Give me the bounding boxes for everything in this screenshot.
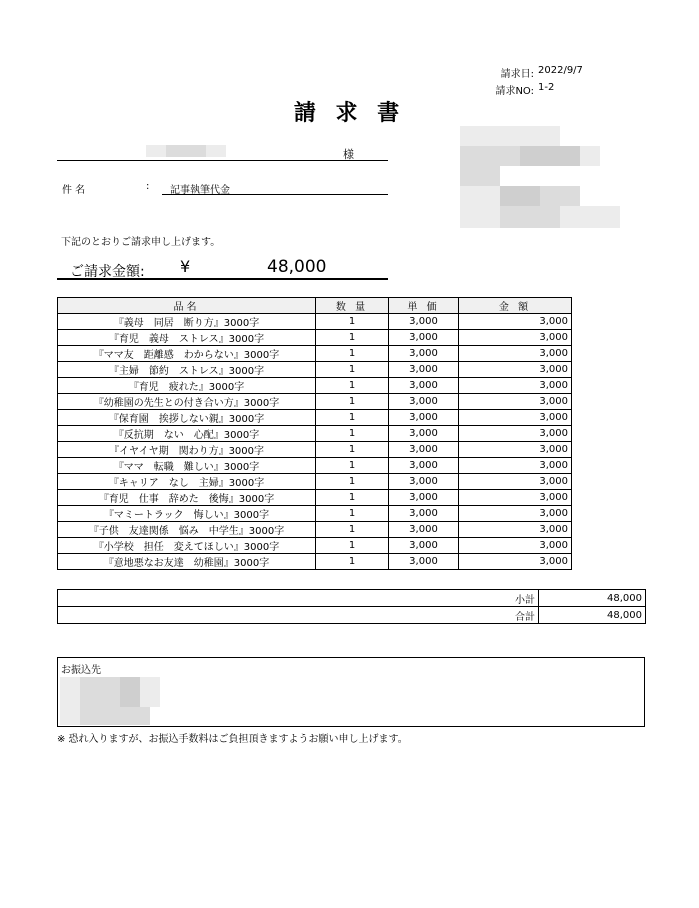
- table-header-row: [58, 298, 572, 314]
- header-quantity: 数 量: [316, 298, 389, 314]
- item-quantity: 1: [316, 330, 389, 346]
- item-name: 『育児 義母 ストレス』3000字: [58, 330, 316, 346]
- table-row: [58, 538, 572, 554]
- item-unit-price: 3,000: [389, 538, 459, 554]
- item-name: 『意地悪なお友達 幼稚園』3000字: [58, 554, 316, 570]
- item-unit-price: 3,000: [389, 330, 459, 346]
- table-row: [58, 474, 572, 490]
- item-unit-price: 3,000: [389, 474, 459, 490]
- table-row: [58, 522, 572, 538]
- item-unit-price: 3,000: [389, 362, 459, 378]
- item-quantity: 1: [316, 554, 389, 570]
- item-amount: 3,000: [459, 538, 572, 554]
- item-unit-price: 3,000: [389, 394, 459, 410]
- invoice-date-value: 2022/9/7: [538, 65, 583, 76]
- item-quantity: 1: [316, 522, 389, 538]
- item-name: 『反抗期 ない 心配』3000字: [58, 426, 316, 442]
- document-title: 請 求 書: [293, 101, 406, 126]
- item-amount: 3,000: [459, 506, 572, 522]
- item-name: 『イヤイヤ期 関わり方』3000字: [58, 442, 316, 458]
- item-amount: 3,000: [459, 394, 572, 410]
- item-amount: 3,000: [459, 378, 572, 394]
- item-amount: 3,000: [459, 554, 572, 570]
- table-row: [58, 442, 572, 458]
- amount-underline: [57, 278, 388, 280]
- table-row: [58, 362, 572, 378]
- footnote-text: ※ 恐れ入りますが、お振込手数料はご負担頂きますようお願い申し上げます。: [57, 734, 408, 745]
- item-name: 『ママ友 距離感 わからない』3000字: [58, 346, 316, 362]
- item-name: 『主婦 節約 ストレス』3000字: [58, 362, 316, 378]
- table-row: [58, 554, 572, 570]
- item-amount: 3,000: [459, 474, 572, 490]
- table-row: [58, 410, 572, 426]
- item-unit-price: 3,000: [389, 426, 459, 442]
- intro-text: 下記のとおりご請求申し上げます。: [61, 237, 221, 248]
- item-unit-price: 3,000: [389, 490, 459, 506]
- subject-underline: [162, 194, 388, 195]
- item-name: 『義母 同居 断り方』3000字: [58, 314, 316, 330]
- invoice-no-value: 1-2: [538, 82, 555, 93]
- total-value: 48,000: [539, 607, 646, 624]
- item-name: 『子供 友達関係 悩み 中学生』3000字: [58, 522, 316, 538]
- item-name: 『育児 疲れた』3000字: [58, 378, 316, 394]
- table-row: [58, 458, 572, 474]
- subject-value: 記事執筆代金: [170, 185, 230, 196]
- header-item-name: 品名: [58, 298, 316, 314]
- header-amount: 金 額: [459, 298, 572, 314]
- item-name: 『マミートラック 悔しい』3000字: [58, 506, 316, 522]
- item-name: 『育児 仕事 辞めた 後悔』3000字: [58, 490, 316, 506]
- item-name: 『ママ 転職 難しい』3000字: [58, 458, 316, 474]
- subject-colon: :: [146, 181, 150, 192]
- table-row: [58, 330, 572, 346]
- item-amount: 3,000: [459, 346, 572, 362]
- item-amount: 3,000: [459, 442, 572, 458]
- item-amount: 3,000: [459, 490, 572, 506]
- item-name: 『幼稚園の先生との付き合い方』3000字: [58, 394, 316, 410]
- table-row: [58, 490, 572, 506]
- item-name: 『小学校 担任 変えてほしい』3000字: [58, 538, 316, 554]
- item-unit-price: 3,000: [389, 506, 459, 522]
- recipient-honorific: 様: [343, 148, 354, 161]
- item-quantity: 1: [316, 538, 389, 554]
- table-row: [58, 394, 572, 410]
- table-row: [58, 426, 572, 442]
- subtotal-label: 小計: [58, 590, 539, 607]
- item-quantity: 1: [316, 426, 389, 442]
- item-amount: 3,000: [459, 458, 572, 474]
- item-quantity: 1: [316, 314, 389, 330]
- item-quantity: 1: [316, 394, 389, 410]
- item-quantity: 1: [316, 490, 389, 506]
- item-name: 『保育園 挨拶しない親』3000字: [58, 410, 316, 426]
- amount-label: ご請求金額:: [70, 264, 145, 280]
- bank-info-box: [57, 657, 645, 727]
- recipient-underline: [57, 160, 388, 161]
- subtotal-value: 48,000: [539, 590, 646, 607]
- total-row: [58, 607, 646, 624]
- items-table: [57, 297, 572, 570]
- invoice-no-label: 請求NO:: [495, 86, 534, 97]
- item-unit-price: 3,000: [389, 378, 459, 394]
- item-unit-price: 3,000: [389, 522, 459, 538]
- item-quantity: 1: [316, 362, 389, 378]
- item-quantity: 1: [316, 378, 389, 394]
- table-row: [58, 314, 572, 330]
- table-row: [58, 506, 572, 522]
- item-quantity: 1: [316, 410, 389, 426]
- item-quantity: 1: [316, 442, 389, 458]
- item-quantity: 1: [316, 506, 389, 522]
- subtotal-row: [58, 590, 646, 607]
- totals-table: [57, 589, 646, 624]
- yen-symbol: ¥: [180, 257, 191, 276]
- item-unit-price: 3,000: [389, 458, 459, 474]
- amount-value: 48,000: [267, 257, 327, 277]
- item-name: 『キャリア なし 主婦』3000字: [58, 474, 316, 490]
- total-label: 合計: [58, 607, 539, 624]
- item-amount: 3,000: [459, 330, 572, 346]
- item-amount: 3,000: [459, 314, 572, 330]
- table-row: [58, 346, 572, 362]
- item-quantity: 1: [316, 458, 389, 474]
- item-unit-price: 3,000: [389, 346, 459, 362]
- item-unit-price: 3,000: [389, 442, 459, 458]
- item-amount: 3,000: [459, 522, 572, 538]
- item-unit-price: 3,000: [389, 554, 459, 570]
- item-amount: 3,000: [459, 362, 572, 378]
- item-quantity: 1: [316, 346, 389, 362]
- invoice-date-label: 請求日:: [500, 69, 534, 80]
- table-row: [58, 378, 572, 394]
- bank-label: お振込先: [61, 665, 101, 676]
- item-unit-price: 3,000: [389, 314, 459, 330]
- item-unit-price: 3,000: [389, 410, 459, 426]
- header-unit-price: 単 価: [389, 298, 459, 314]
- subject-label: 件 名: [62, 185, 86, 196]
- item-quantity: 1: [316, 474, 389, 490]
- item-amount: 3,000: [459, 410, 572, 426]
- item-amount: 3,000: [459, 426, 572, 442]
